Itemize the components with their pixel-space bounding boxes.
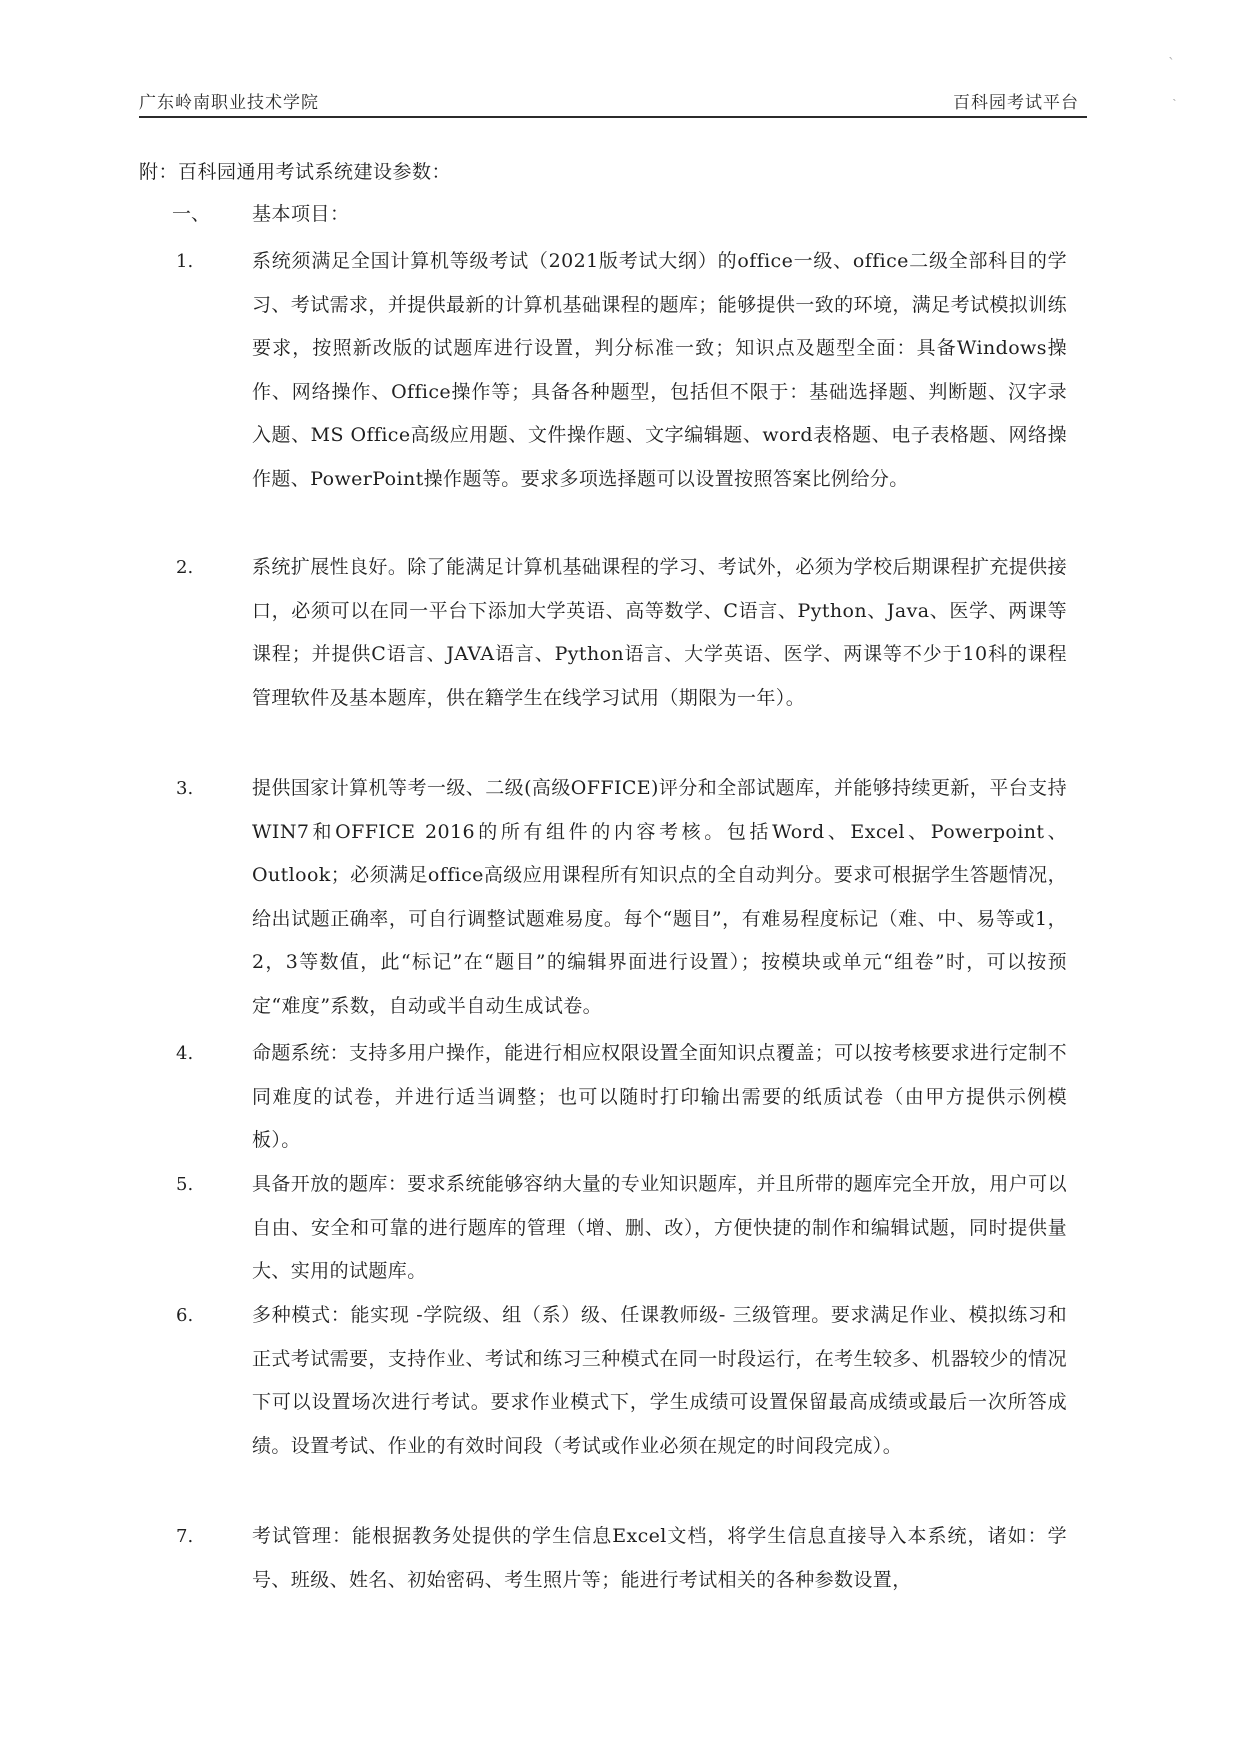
section-number: 一、 — [172, 203, 211, 225]
item-text: 命题系统：支持多用户操作，能进行相应权限设置全面知识点覆盖；可以按考核要求进行定制不同难度的试卷，并进行适当调整；也可以随时打印输出需要的纸质试卷（由甲方提供示例模板）。 — [252, 1042, 1067, 1152]
header-institution: 广东岭南职业技术学院 — [139, 93, 319, 113]
item-number: 1. — [176, 251, 194, 272]
item-number: 7. — [176, 1526, 194, 1547]
page-header — [139, 86, 1087, 118]
item-text: 系统须满足全国计算机等级考试（2021版考试大纲）的office一级、office二级全部科目的学习、考试需求，并提供最新的计算机基础课程的题库；能够提供一致的环境，满足考试模拟训练要求，按照新改版的试题库进行设置，判分标准一致；知识点及题型全面：具备Windows操作、网络操作、Office操作等；具备各种题型，包括但不限于：基础选择题、判断题、汉字录入题、MS Office高级应用题、文件操作题、文字编辑题、word表格题、电子表格题、网络操作题、PowerPoint操作题等。要求多项选择题可以设置按照答案比例给分。 — [252, 250, 1067, 490]
item-number: 4. — [176, 1043, 194, 1064]
scan-artifact: ˎ — [1168, 44, 1175, 60]
item-number: 5. — [176, 1174, 194, 1195]
item-number: 3. — [176, 778, 194, 799]
item-number: 2. — [176, 557, 194, 578]
item-text: 提供国家计算机等考一级、二级(高级OFFICE)评分和全部试题库，并能够持续更新，平台支持WIN7和OFFICE 2016的所有组件的内容考核。包括Word、Excel、Powerpoint、Outlook；必须满足office高级应用课程所有知识点的全自动判分。要求可根据学生答题情况，给出试题正确率，可自行调整试题难易度。每个“题目”，有难易程度标记（难、中、易等或1，2，3等数值，此“标记”在“题目”的编辑界面进行设置）；按模块或单元“组卷”时，可以按预定“难度”系数，自动或半自动生成试卷。 — [252, 777, 1067, 1017]
section-title: 基本项目： — [252, 203, 350, 225]
item-text: 考试管理：能根据教务处提供的学生信息Excel文档，将学生信息直接导入本系统，诸如：学号、班级、姓名、初始密码、考生照片等；能进行考试相关的各种参数设置， — [252, 1525, 1067, 1591]
scan-artifact: ˴ — [1172, 91, 1177, 107]
item-text: 系统扩展性良好。除了能满足计算机基础课程的学习、考试外，必须为学校后期课程扩充提供接口，必须可以在同一平台下添加大学英语、高等数学、C语言、Python、Java、医学、两课等课程；并提供C语言、JAVA语言、Python语言、大学英语、医学、两课等不少于10科的课程管理软件及基本题库，供在籍学生在线学习试用（期限为一年）。 — [252, 556, 1067, 709]
item-text: 多种模式：能实现 -学院级、组（系）级、任课教师级- 三级管理。要求满足作业、模拟练习和正式考试需要，支持作业、考试和练习三种模式在同一时段运行，在考生较多、机器较少的情况下可以设置场次进行考试。要求作业模式下，学生成绩可设置保留最高成绩或最后一次所答成绩。设置考试、作业的有效时间段（考试或作业必须在规定的时间段完成）。 — [252, 1304, 1067, 1457]
header-platform: 百科园考试平台 — [953, 93, 1079, 113]
item-number: 6. — [176, 1305, 194, 1326]
document-intro: 附：百科园通用考试系统建设参数： — [139, 161, 452, 183]
item-text: 具备开放的题库：要求系统能够容纳大量的专业知识题库，并且所带的题库完全开放，用户可以自由、安全和可靠的进行题库的管理（增、删、改），方便快捷的制作和编辑试题，同时提供量大、实用的试题库。 — [252, 1173, 1067, 1283]
